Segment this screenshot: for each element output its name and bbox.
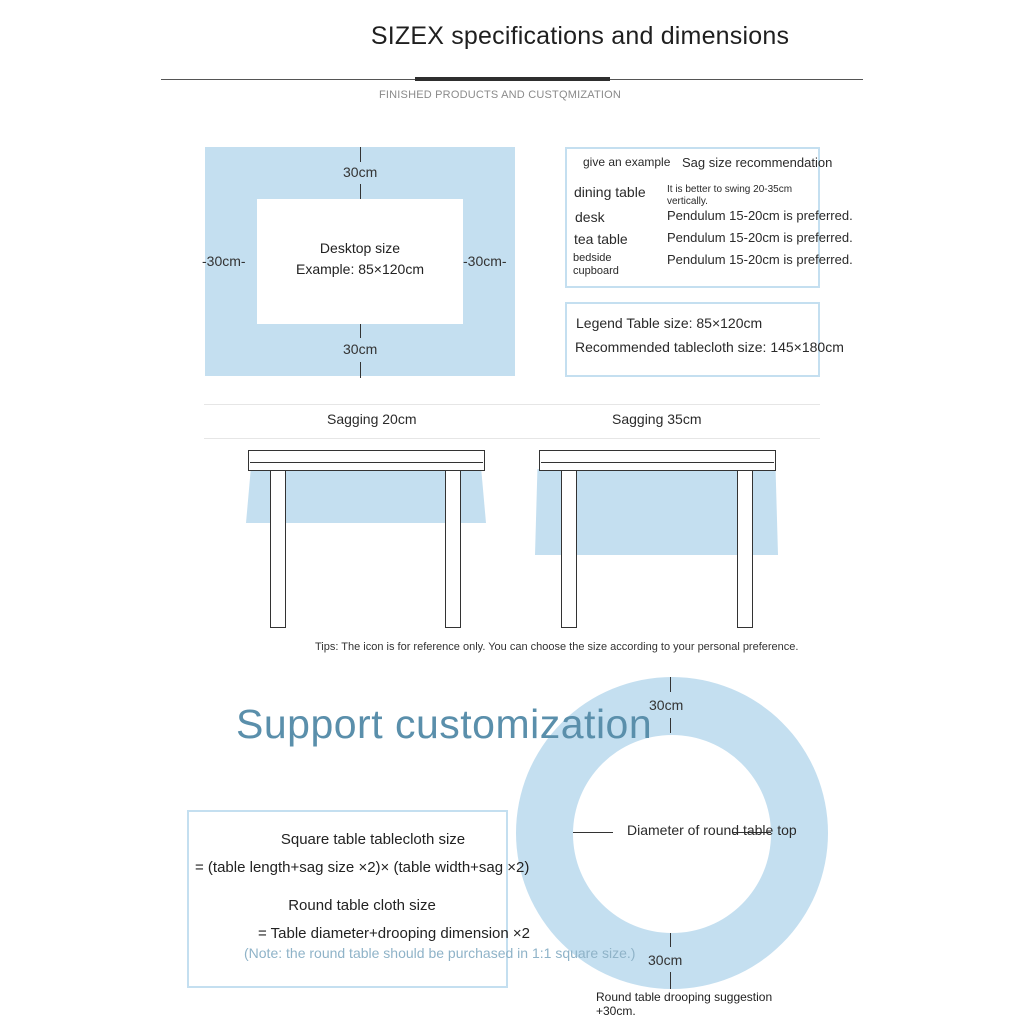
round-formula-note: (Note: the round table should be purchased in 1:1 square size.): [244, 945, 636, 961]
table-top-35: [539, 450, 776, 471]
sagging-35-label: Sagging 35cm: [612, 411, 702, 427]
square-formula: = (table length+sag size ×2)× (table width+sag ×2): [195, 859, 530, 876]
diameter-label: Diameter of round table top: [627, 822, 797, 838]
desktop-size-label: [257, 238, 463, 280]
section-divider-bottom: [204, 438, 820, 439]
table-leg-right-20: [445, 470, 461, 628]
title-accent-bar: [415, 77, 610, 81]
round-formula-title: Round table cloth size: [288, 897, 436, 914]
legend-recommended-size: Recommended tablecloth size: 145×180cm: [575, 339, 844, 355]
ring-top-label: 30cm: [649, 697, 684, 713]
tips-text: Tips: The icon is for reference only. You can choose the size according to your personal preference.: [315, 641, 799, 653]
ring-tick-top-2: [670, 718, 671, 733]
round-drooping-suggestion-line1: Round table drooping suggestion: [596, 990, 773, 1004]
row-item-tea-table: tea table: [574, 231, 628, 247]
col-header-example: give an example: [583, 155, 671, 169]
dim-top-label: 30cm: [343, 164, 378, 180]
dim-tick-bottom-2: [360, 362, 361, 378]
row-item-desk: desk: [575, 209, 605, 225]
table-leg-left-35: [561, 470, 577, 628]
ring-tick-top: [670, 677, 671, 692]
section-divider-top: [204, 404, 820, 405]
desktop-size-example: Example: 85×120cm: [295, 261, 425, 277]
row-rec-tea-table: Pendulum 15-20cm is preferred.: [667, 230, 853, 245]
row-rec-bedside-cupboard: Pendulum 15-20cm is preferred.: [667, 252, 853, 267]
legend-table-size: Legend Table size: 85×120cm: [576, 315, 763, 331]
table-top-edge-20: [250, 462, 483, 463]
dim-tick-bottom: [360, 324, 361, 338]
row-item-dining-table: dining table: [574, 184, 646, 200]
support-customization-title: Support customization: [236, 701, 653, 747]
ring-bottom-label: 30cm: [648, 952, 683, 968]
col-header-recommendation: Sag size recommendation: [682, 155, 833, 170]
dim-tick-top-2: [360, 184, 361, 199]
desktop-size-title: Desktop size: [319, 240, 401, 256]
square-formula-title: Square table tablecloth size: [280, 831, 466, 848]
row-rec-dining-table: It is better to swing 20-35cm vertically.: [667, 184, 793, 207]
dim-right-label: -30cm-: [463, 253, 507, 269]
page-subtitle: FINISHED PRODUCTS AND CUSTQMIZATION: [378, 89, 622, 101]
sagging-20-label: Sagging 20cm: [327, 411, 417, 427]
ring-tick-bottom-2: [670, 972, 671, 989]
diameter-line-left: [573, 832, 613, 833]
table-leg-right-35: [737, 470, 753, 628]
table-leg-left-20: [270, 470, 286, 628]
ring-tick-bottom: [670, 933, 671, 947]
table-top-20: [248, 450, 485, 471]
round-drooping-suggestion: [596, 990, 772, 1018]
row-item-bedside-cupboard: bedside cupboard: [573, 252, 619, 277]
round-drooping-suggestion-line2: +30cm.: [596, 1004, 636, 1018]
page-title: SIZEX specifications and dimensions: [370, 22, 790, 50]
dim-left-label: -30cm-: [202, 253, 246, 269]
round-formula: = Table diameter+drooping dimension ×2: [258, 925, 530, 942]
row-rec-desk: Pendulum 15-20cm is preferred.: [667, 208, 853, 223]
dim-bottom-label: 30cm: [343, 341, 378, 357]
table-top-edge-35: [541, 462, 774, 463]
dim-tick-top: [360, 147, 361, 162]
